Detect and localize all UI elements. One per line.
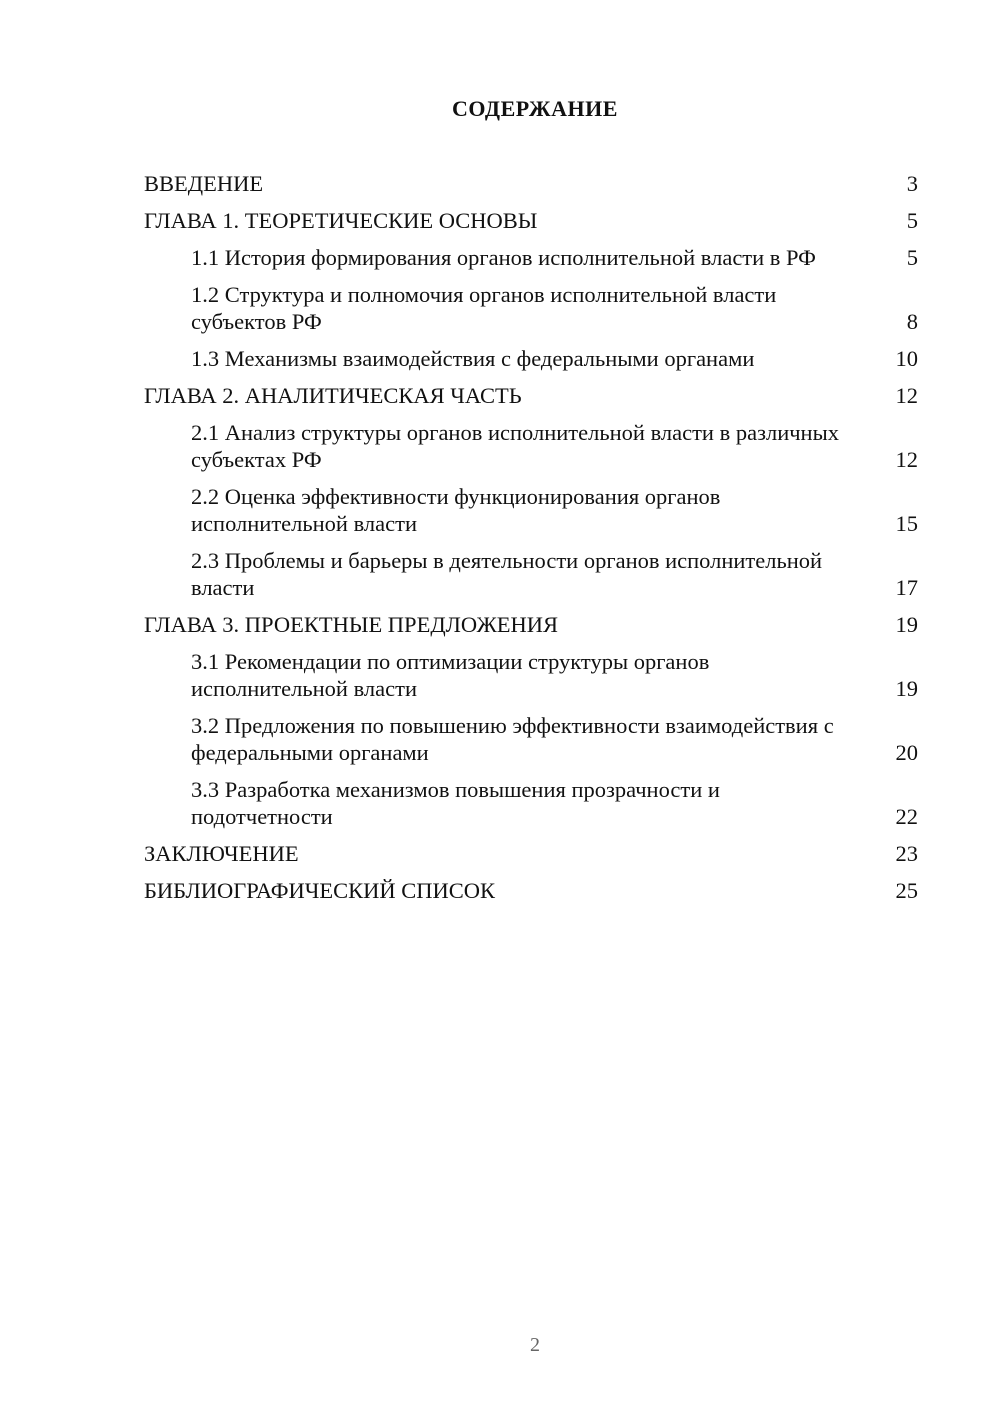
toc-entry-page: 8: [906, 309, 918, 334]
table-of-contents: [144, 170, 918, 914]
toc-entry-section-1-1[interactable]: [144, 244, 918, 271]
toc-entry-section-3-2[interactable]: [144, 712, 918, 766]
toc-entry-section-3-1[interactable]: [144, 648, 918, 702]
toc-entry-chapter-3[interactable]: [144, 611, 918, 638]
toc-entry-section-1-2[interactable]: [144, 281, 918, 335]
toc-entry-page: 5: [906, 208, 918, 233]
toc-entry-text: 3.3 Разработка механизмов повышения прозрачности и подотчетности: [191, 777, 720, 829]
toc-entry-page: 25: [895, 878, 918, 903]
toc-entry-chapter-2[interactable]: [144, 382, 918, 409]
toc-entry-text: ГЛАВА 2. АНАЛИТИЧЕСКАЯ ЧАСТЬ: [144, 383, 522, 408]
toc-entry-conclusion[interactable]: [144, 840, 918, 867]
toc-entry-page: 12: [895, 383, 918, 408]
toc-entry-page: 19: [895, 676, 918, 701]
toc-entry-text: 3.2 Предложения по повышению эффективности взаимодействия с федеральными органами: [191, 713, 834, 765]
toc-entry-page: 17: [895, 575, 918, 600]
page-number: 2: [530, 1334, 540, 1356]
toc-entry-page: 12: [895, 447, 918, 472]
toc-entry-chapter-1[interactable]: [144, 207, 918, 234]
toc-entry-text: ВВЕДЕНИЕ: [144, 171, 264, 196]
toc-entry-page: 15: [895, 511, 918, 536]
toc-entry-text: 2.2 Оценка эффективности функционирования органов исполнительной власти: [191, 484, 721, 536]
toc-entry-text: 1.2 Структура и полномочия органов исполнительной власти субъектов РФ: [191, 282, 777, 334]
toc-entry-page: 3: [906, 171, 918, 196]
toc-entry-text: 2.1 Анализ структуры органов исполнительной власти в различных субъектах РФ: [191, 420, 839, 472]
toc-entry-section-3-3[interactable]: [144, 776, 918, 830]
toc-entry-page: 22: [895, 804, 918, 829]
toc-entry-text: 1.3 Механизмы взаимодействия с федеральными органами: [191, 346, 755, 371]
toc-entry-text: ГЛАВА 3. ПРОЕКТНЫЕ ПРЕДЛОЖЕНИЯ: [144, 612, 559, 637]
toc-entry-page: 23: [895, 841, 918, 866]
toc-entry-text: 1.1 История формирования органов исполнительной власти в РФ: [191, 245, 816, 270]
page-title: СОДЕРЖАНИЕ: [452, 96, 618, 121]
toc-entry-bibliography[interactable]: [144, 877, 918, 904]
toc-entry-text: БИБЛИОГРАФИЧЕСКИЙ СПИСОК: [144, 878, 496, 903]
toc-entry-page: 10: [895, 346, 918, 371]
toc-entry-page: 20: [895, 740, 918, 765]
toc-entry-text: 2.3 Проблемы и барьеры в деятельности органов исполнительной власти: [191, 548, 823, 600]
toc-entry-text: ГЛАВА 1. ТЕОРЕТИЧЕСКИЕ ОСНОВЫ: [144, 208, 538, 233]
toc-entry-section-1-3[interactable]: [144, 345, 918, 372]
toc-entry-text: ЗАКЛЮЧЕНИЕ: [144, 841, 299, 866]
toc-entry-page: 19: [895, 612, 918, 637]
toc-entry-page: 5: [906, 245, 918, 270]
toc-entry-introduction[interactable]: [144, 170, 918, 197]
toc-entry-text: 3.1 Рекомендации по оптимизации структуры органов исполнительной власти: [191, 649, 710, 701]
toc-entry-section-2-1[interactable]: [144, 419, 918, 473]
toc-entry-section-2-3[interactable]: [144, 547, 918, 601]
toc-entry-section-2-2[interactable]: [144, 483, 918, 537]
